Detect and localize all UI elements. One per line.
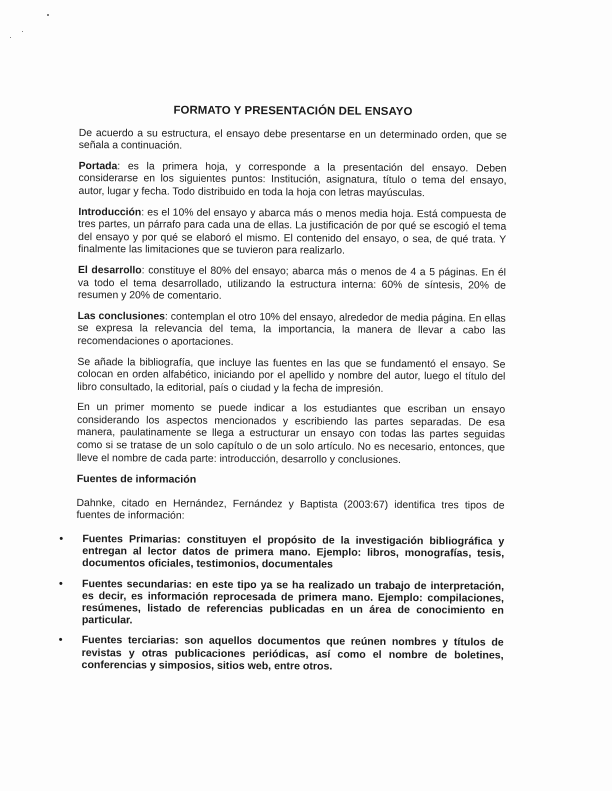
section-term: Portada (78, 160, 118, 173)
bullet-icon: • (59, 577, 63, 590)
list-item-text: Fuentes terciarias: son aquellos documentos que reúnen nombres y títulos de revistas y otras publicaciones periódicas, así como el nombre de boletines, conferencias y simposios, sitios web, entre otros. (81, 634, 504, 673)
document-title: FORMATO Y PRESENTACIÓN DEL ENSAYO (173, 104, 413, 119)
section-portada (78, 161, 506, 201)
list-item-text: Fuentes Primarias: constituyen el propósito de la investigación bibliográfica y entregan al lector datos de primera mano. Ejemplo: libros, monografías, tesis, documentos oficiales, testimonios, documentales (82, 533, 505, 571)
document-body (58, 104, 507, 682)
list-item (59, 634, 504, 673)
list-item-text: Fuentes secundarias: en este tipo ya se ha realizado un trabajo de interpretación, es decir, es información reprocesada de primera mano. Ejemplo: compilaciones, resúmenes, listado de referencias publicadas en un área de conocimiento en particular. (81, 577, 505, 627)
scan-speck (10, 37, 11, 38)
bibliography-paragraph: Se añade la bibliografía, que incluye las fuentes en las que se fundamentó el ensayo. Se colocan en orden alfabético, iniciando por el apellido y nombre del autor, luego el título del libro consultado, la editorial, país o ciudad y la fecha de impresión. (77, 356, 506, 395)
section-term: El desarrollo (77, 264, 142, 277)
section-term: Las conclusiones (77, 310, 165, 323)
section-text: : constituye el 80% del ensayo; abarca más o menos de 4 a 5 páginas. En él va todo el tema desarrollado, utilizando la estructura interna: 60% de síntesis, 20% de resumen y 20% de comentario. (77, 265, 507, 302)
section-text: : contemplan el otro 10% del ensayo, alrededor de media página. En ellas se expresa la relevancia del tema, la importancia, la manera de llevar a cabo las recomendaciones o aportaciones. (77, 311, 506, 348)
sources-intro: Dahnke, citado en Hernández, Fernández y Baptista (2003:67) identifica tres tipos de fuentes de información: (76, 497, 505, 523)
sources-list (58, 532, 505, 674)
scan-speck (22, 31, 23, 32)
sources-heading: Fuentes de información (76, 473, 197, 486)
section-text: : es la primera hoja, y corresponde a la presentación del ensayo. Deben considerarse en los siguientes puntos: Institución, asignatura, título o tema del ensayo, autor, lugar y fecha. Todo distribuido en toda la hoja con letras mayúsculas. (78, 161, 507, 200)
bullet-icon: • (59, 532, 64, 545)
bullet-icon: • (58, 634, 63, 647)
section-desarrollo (78, 265, 506, 305)
scan-speck (47, 14, 49, 16)
list-item (59, 578, 504, 630)
teaching-note-paragraph: En un primer momento se puede indicar a los estudiantes que escriban un ensayo considerando los aspectos mencionados y escribiendo las partes separadas. De esa manera, paulatinamente se llega a estructurar un ensayo con todas las partes seguidas como si se tratase de un solo capítulo o de un solo artículo. No es necesario, entonces, que lleve el nombre de cada parte: introducción, desarrollo y conclusiones. (76, 402, 506, 466)
section-term: Introducción (78, 206, 142, 218)
list-item (59, 533, 504, 572)
section-text: : es el 10% del ensayo y abarca más o menos media hoja. Está compuesta de tres partes, un párrafo para cada una de ellas. La justificación de por qué se escogió el tema del ensayo y por qué se elaboró el mismo. El contenido del ensayo, o sea, de qué trata. Y finalmente las limitaciones que se tuvieron para realizarlo. (78, 206, 507, 257)
intro-paragraph: De acuerdo a su estructura, el ensayo debe presentarse en un determinado orden, que se señala a continuación. (78, 127, 507, 152)
section-introduccion (78, 207, 506, 260)
section-conclusiones (78, 311, 506, 351)
